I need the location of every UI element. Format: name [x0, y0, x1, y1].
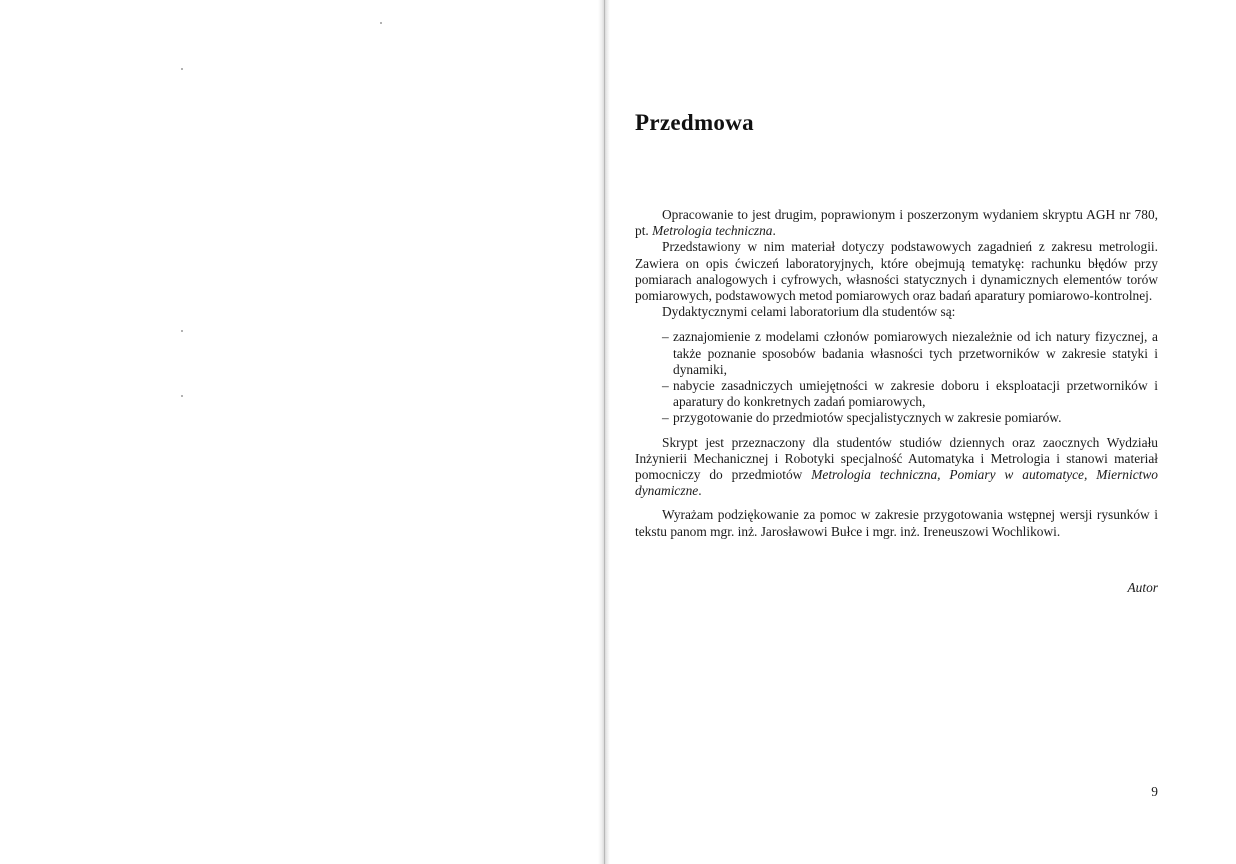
dash-marker: –: [662, 329, 669, 345]
audience-end: .: [698, 483, 702, 499]
preface-body: [635, 207, 1158, 540]
list-item-text: nabycie zasadniczych umiejętności w zakresie doboru i eksploatacji przetworników i aparatury do konkretnych zadań pomiarowych,: [673, 378, 1158, 410]
list-item: [635, 378, 1158, 410]
right-page: [610, 0, 1236, 864]
scan-speck: [181, 68, 183, 70]
scan-speck: [181, 395, 183, 397]
intro-text: Opracowanie to jest drugim, poprawionym i poszerzonym wydaniem skryptu AGH nr 780, pt.: [635, 207, 1158, 239]
book-gutter-line: [604, 0, 605, 864]
author-signature: Autor: [1127, 580, 1158, 595]
courses-italic: Metrologia techniczna, Pomiary w automatyce, Miernictwo dynamiczne: [635, 467, 1158, 499]
audience-text: Skrypt jest przeznaczony dla studentów studiów dziennych oraz zaocznych Wydziału Inżynierii Mechanicznej i Robotyki specjalność Automatyka i Metrologia i stanowi materiał pomocniczy do przedmiotów: [635, 434, 1158, 483]
paragraph-audience: [635, 435, 1158, 500]
left-page-blank: [0, 0, 603, 864]
scan-speck: [181, 330, 183, 332]
list-item: [635, 410, 1158, 426]
dash-marker: –: [662, 378, 669, 394]
paragraph-intro: [635, 207, 1158, 239]
dash-marker: –: [662, 410, 669, 426]
list-item-text: zaznajomienie z modelami członów pomiarowych niezależnie od ich natury fizycznej, a także poznanie sposobów badania własności tych przetworników w zakresie statyki i dynamiki,: [673, 329, 1158, 377]
intro-title-italic: Metrologia techniczna: [652, 223, 773, 239]
page-title: Przedmowa: [635, 110, 754, 135]
paragraph-content: Przedstawiony w nim materiał dotyczy podstawowych zagadnień z zakresu metrologii. Zawiera on opis ćwiczeń laboratoryjnych, które obejmują tematykę: rachunku błędów przy pomiarach analogowych i cyfrowych, własności statycznych i dynamicznych elementów torów pomiarowych, podstawowych metod pomiarowych oraz badań aparatury pomiarowo-kontrolnej.: [635, 239, 1158, 304]
paragraph-goals-intro: Dydaktycznymi celami laboratorium dla studentów są:: [662, 304, 956, 320]
page-number: 9: [1151, 784, 1158, 799]
scan-speck: [380, 22, 382, 24]
goals-list: [635, 329, 1158, 426]
paragraph-thanks: Wyrażam podziękowanie za pomoc w zakresie przygotowania wstępnej wersji rysunków i tekstu panom mgr. inż. Jarosławowi Bułce i mgr. inż. Ireneuszowi Wochlikowi.: [635, 507, 1158, 539]
list-item: [635, 329, 1158, 378]
list-item-text: przygotowanie do przedmiotów specjalistycznych w zakresie pomiarów.: [673, 410, 1062, 426]
intro-end: .: [772, 223, 776, 239]
